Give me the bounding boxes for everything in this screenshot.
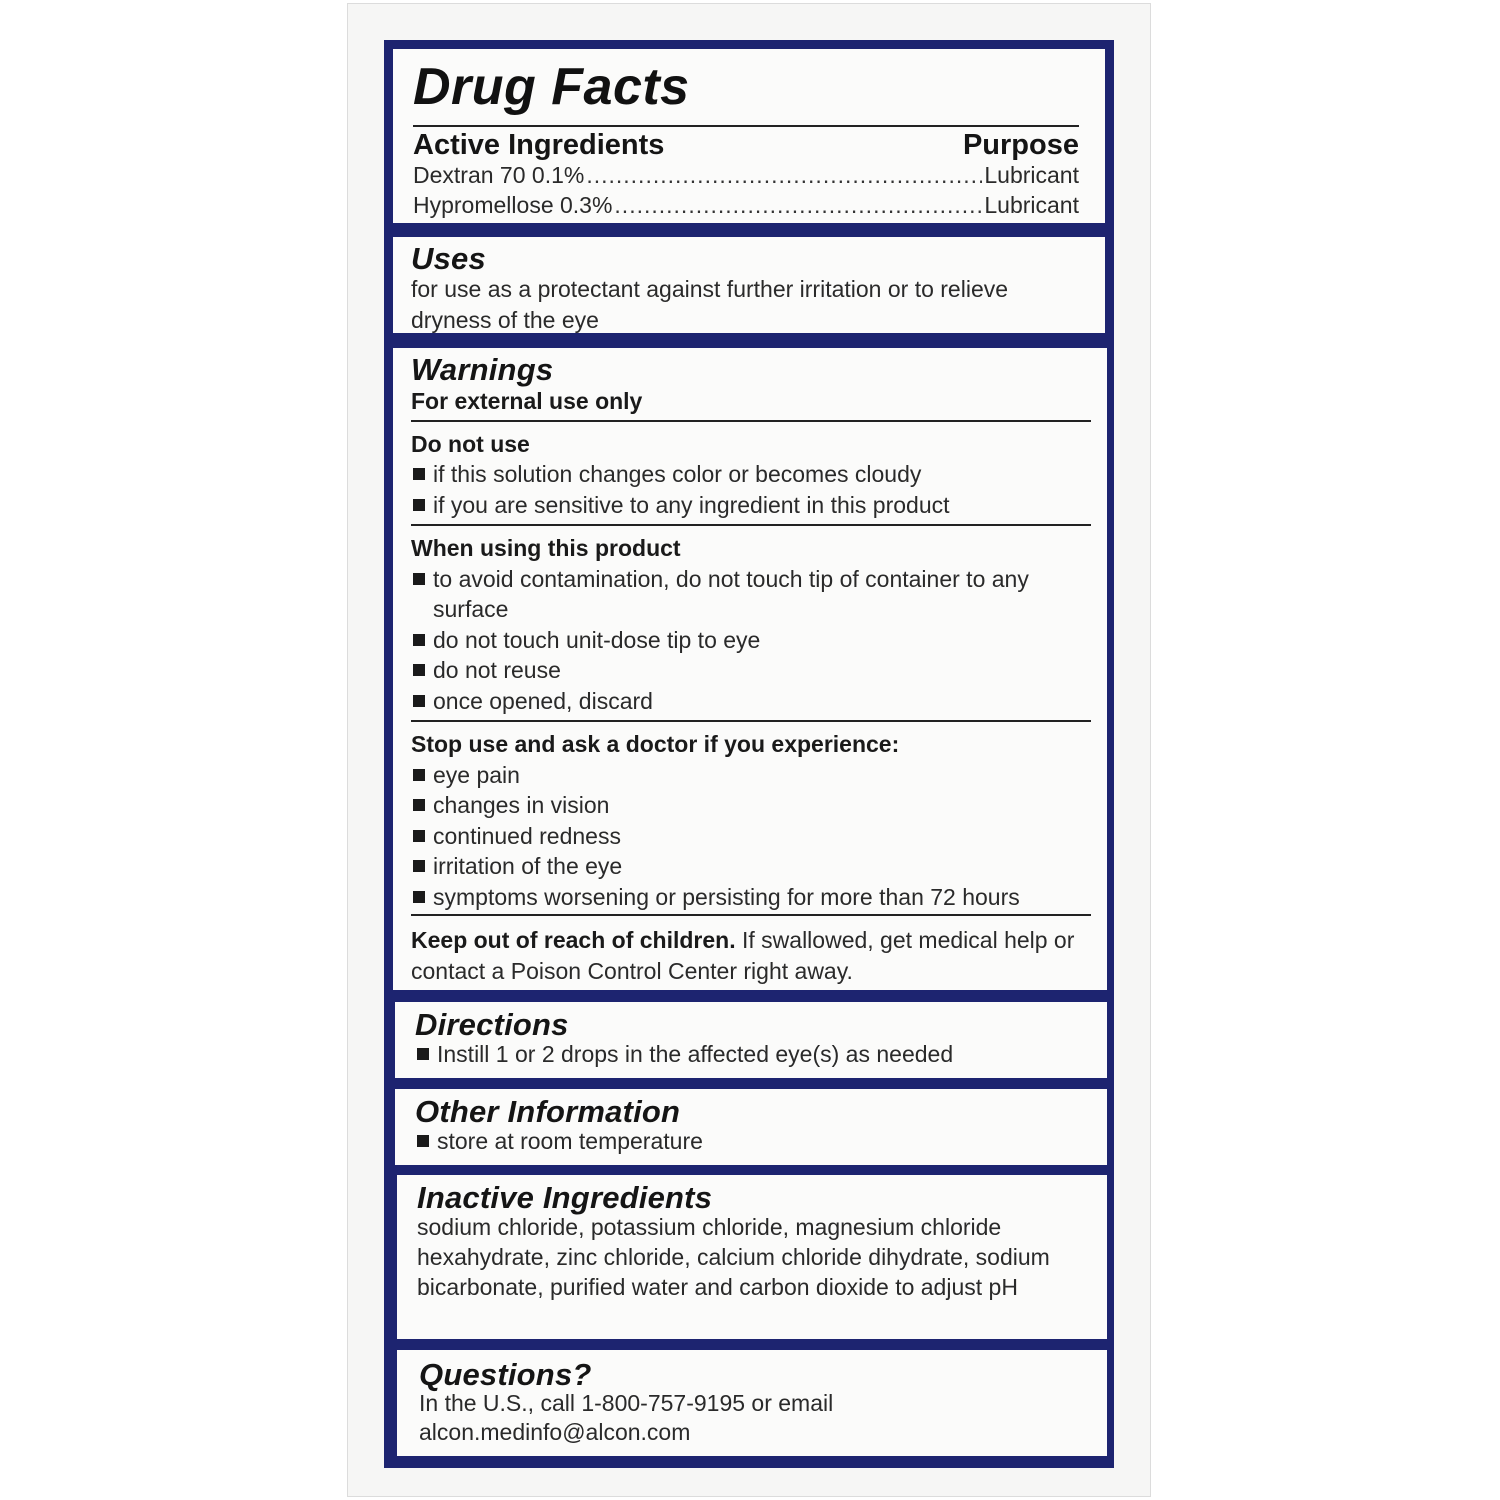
inactive-ingredients-section bbox=[397, 1175, 1107, 1339]
other-information-item: store at room temperature bbox=[415, 1126, 1089, 1157]
bullet-square-icon bbox=[413, 664, 425, 676]
warnings-section bbox=[393, 348, 1107, 990]
ingredient-purpose: Lubricant bbox=[984, 162, 1079, 188]
warnings-heading: Warnings bbox=[411, 352, 554, 387]
when-using-heading: When using this product bbox=[411, 535, 681, 561]
bullet-square-icon bbox=[413, 799, 425, 811]
divider bbox=[411, 524, 1091, 526]
bullet-square-icon bbox=[413, 634, 425, 646]
bullet-square-icon bbox=[413, 830, 425, 842]
inactive-ingredients-heading: Inactive Ingredients bbox=[417, 1180, 713, 1215]
bullet-square-icon bbox=[417, 1135, 429, 1147]
active-ingredient-row bbox=[413, 160, 1079, 191]
questions-section bbox=[397, 1350, 1107, 1456]
active-ingredients-section bbox=[393, 49, 1105, 223]
uses-section bbox=[393, 237, 1105, 333]
directions-heading: Directions bbox=[415, 1007, 569, 1042]
questions-heading: Questions? bbox=[419, 1357, 592, 1392]
uses-text: for use as a protectant against further irritation or to relieve dryness of the eye bbox=[411, 276, 1009, 333]
stop-use-heading: Stop use and ask a doctor if you experience: bbox=[411, 731, 900, 757]
stop-use-item: irritation of the eye bbox=[411, 851, 1091, 882]
ingredient-name: Hypromellose 0.3% bbox=[413, 191, 613, 218]
divider bbox=[411, 720, 1091, 722]
drug-facts-panel bbox=[384, 40, 1114, 1468]
bullet-square-icon bbox=[413, 499, 425, 511]
questions-text: In the U.S., call 1-800-757-9195 or email alcon.medinfo@alcon.com bbox=[419, 1390, 834, 1445]
divider bbox=[411, 420, 1091, 422]
stop-use-item: continued redness bbox=[411, 821, 1091, 852]
uses-heading: Uses bbox=[411, 241, 486, 276]
inactive-ingredients-text: sodium chloride, potassium chloride, magnesium chloride hexahydrate, zinc chloride, calcium chloride dihydrate, sodium bicarbonate, purified water and carbon dioxide to adjust pH bbox=[417, 1214, 1050, 1300]
active-ingredient-row bbox=[413, 190, 1079, 221]
bullet-square-icon bbox=[413, 695, 425, 707]
purpose-heading: Purpose bbox=[962, 129, 1079, 161]
when-using-item: do not touch unit-dose tip to eye bbox=[411, 625, 1091, 656]
when-using-item: do not reuse bbox=[411, 655, 1091, 686]
other-information-heading: Other Information bbox=[415, 1094, 681, 1129]
active-ingredients-heading: Active Ingredients bbox=[413, 129, 665, 161]
leader-dots bbox=[614, 190, 982, 221]
directions-section bbox=[395, 1002, 1107, 1078]
do-not-use-item: if this solution changes color or becomes cloudy bbox=[411, 459, 1091, 490]
stop-use-item: changes in vision bbox=[411, 790, 1091, 821]
divider bbox=[413, 125, 1079, 127]
leader-dots bbox=[586, 160, 982, 191]
when-using-item: to avoid contamination, do not touch tip of container to any surface bbox=[411, 564, 1091, 625]
directions-item: Instill 1 or 2 drops in the affected eye(s) as needed bbox=[415, 1039, 1089, 1070]
keep-out-bold: Keep out of reach of children. bbox=[411, 927, 736, 953]
do-not-use-item: if you are sensitive to any ingredient in this product bbox=[411, 490, 1091, 521]
ingredient-purpose: Lubricant bbox=[984, 191, 1079, 218]
divider bbox=[411, 914, 1091, 916]
bullet-square-icon bbox=[413, 769, 425, 781]
do-not-use-heading: Do not use bbox=[411, 430, 530, 457]
when-using-item: once opened, discard bbox=[411, 686, 1091, 717]
bullet-square-icon bbox=[417, 1048, 429, 1060]
bullet-square-icon bbox=[413, 891, 425, 903]
bullet-square-icon bbox=[413, 860, 425, 872]
bullet-square-icon bbox=[413, 468, 425, 480]
drug-facts-title: Drug Facts bbox=[413, 58, 690, 116]
stop-use-item: eye pain bbox=[411, 760, 1091, 791]
external-use-text: For external use only bbox=[411, 388, 643, 414]
stop-use-item: symptoms worsening or persisting for more than 72 hours bbox=[411, 882, 1091, 913]
bullet-square-icon bbox=[413, 573, 425, 585]
ingredient-name: Dextran 70 0.1% bbox=[413, 162, 585, 188]
other-information-section bbox=[395, 1089, 1107, 1165]
keep-out-of-reach bbox=[411, 925, 1091, 986]
keep-out-text: If swallowed, get medical help or contact a Poison Control Center right away. bbox=[411, 927, 1075, 984]
